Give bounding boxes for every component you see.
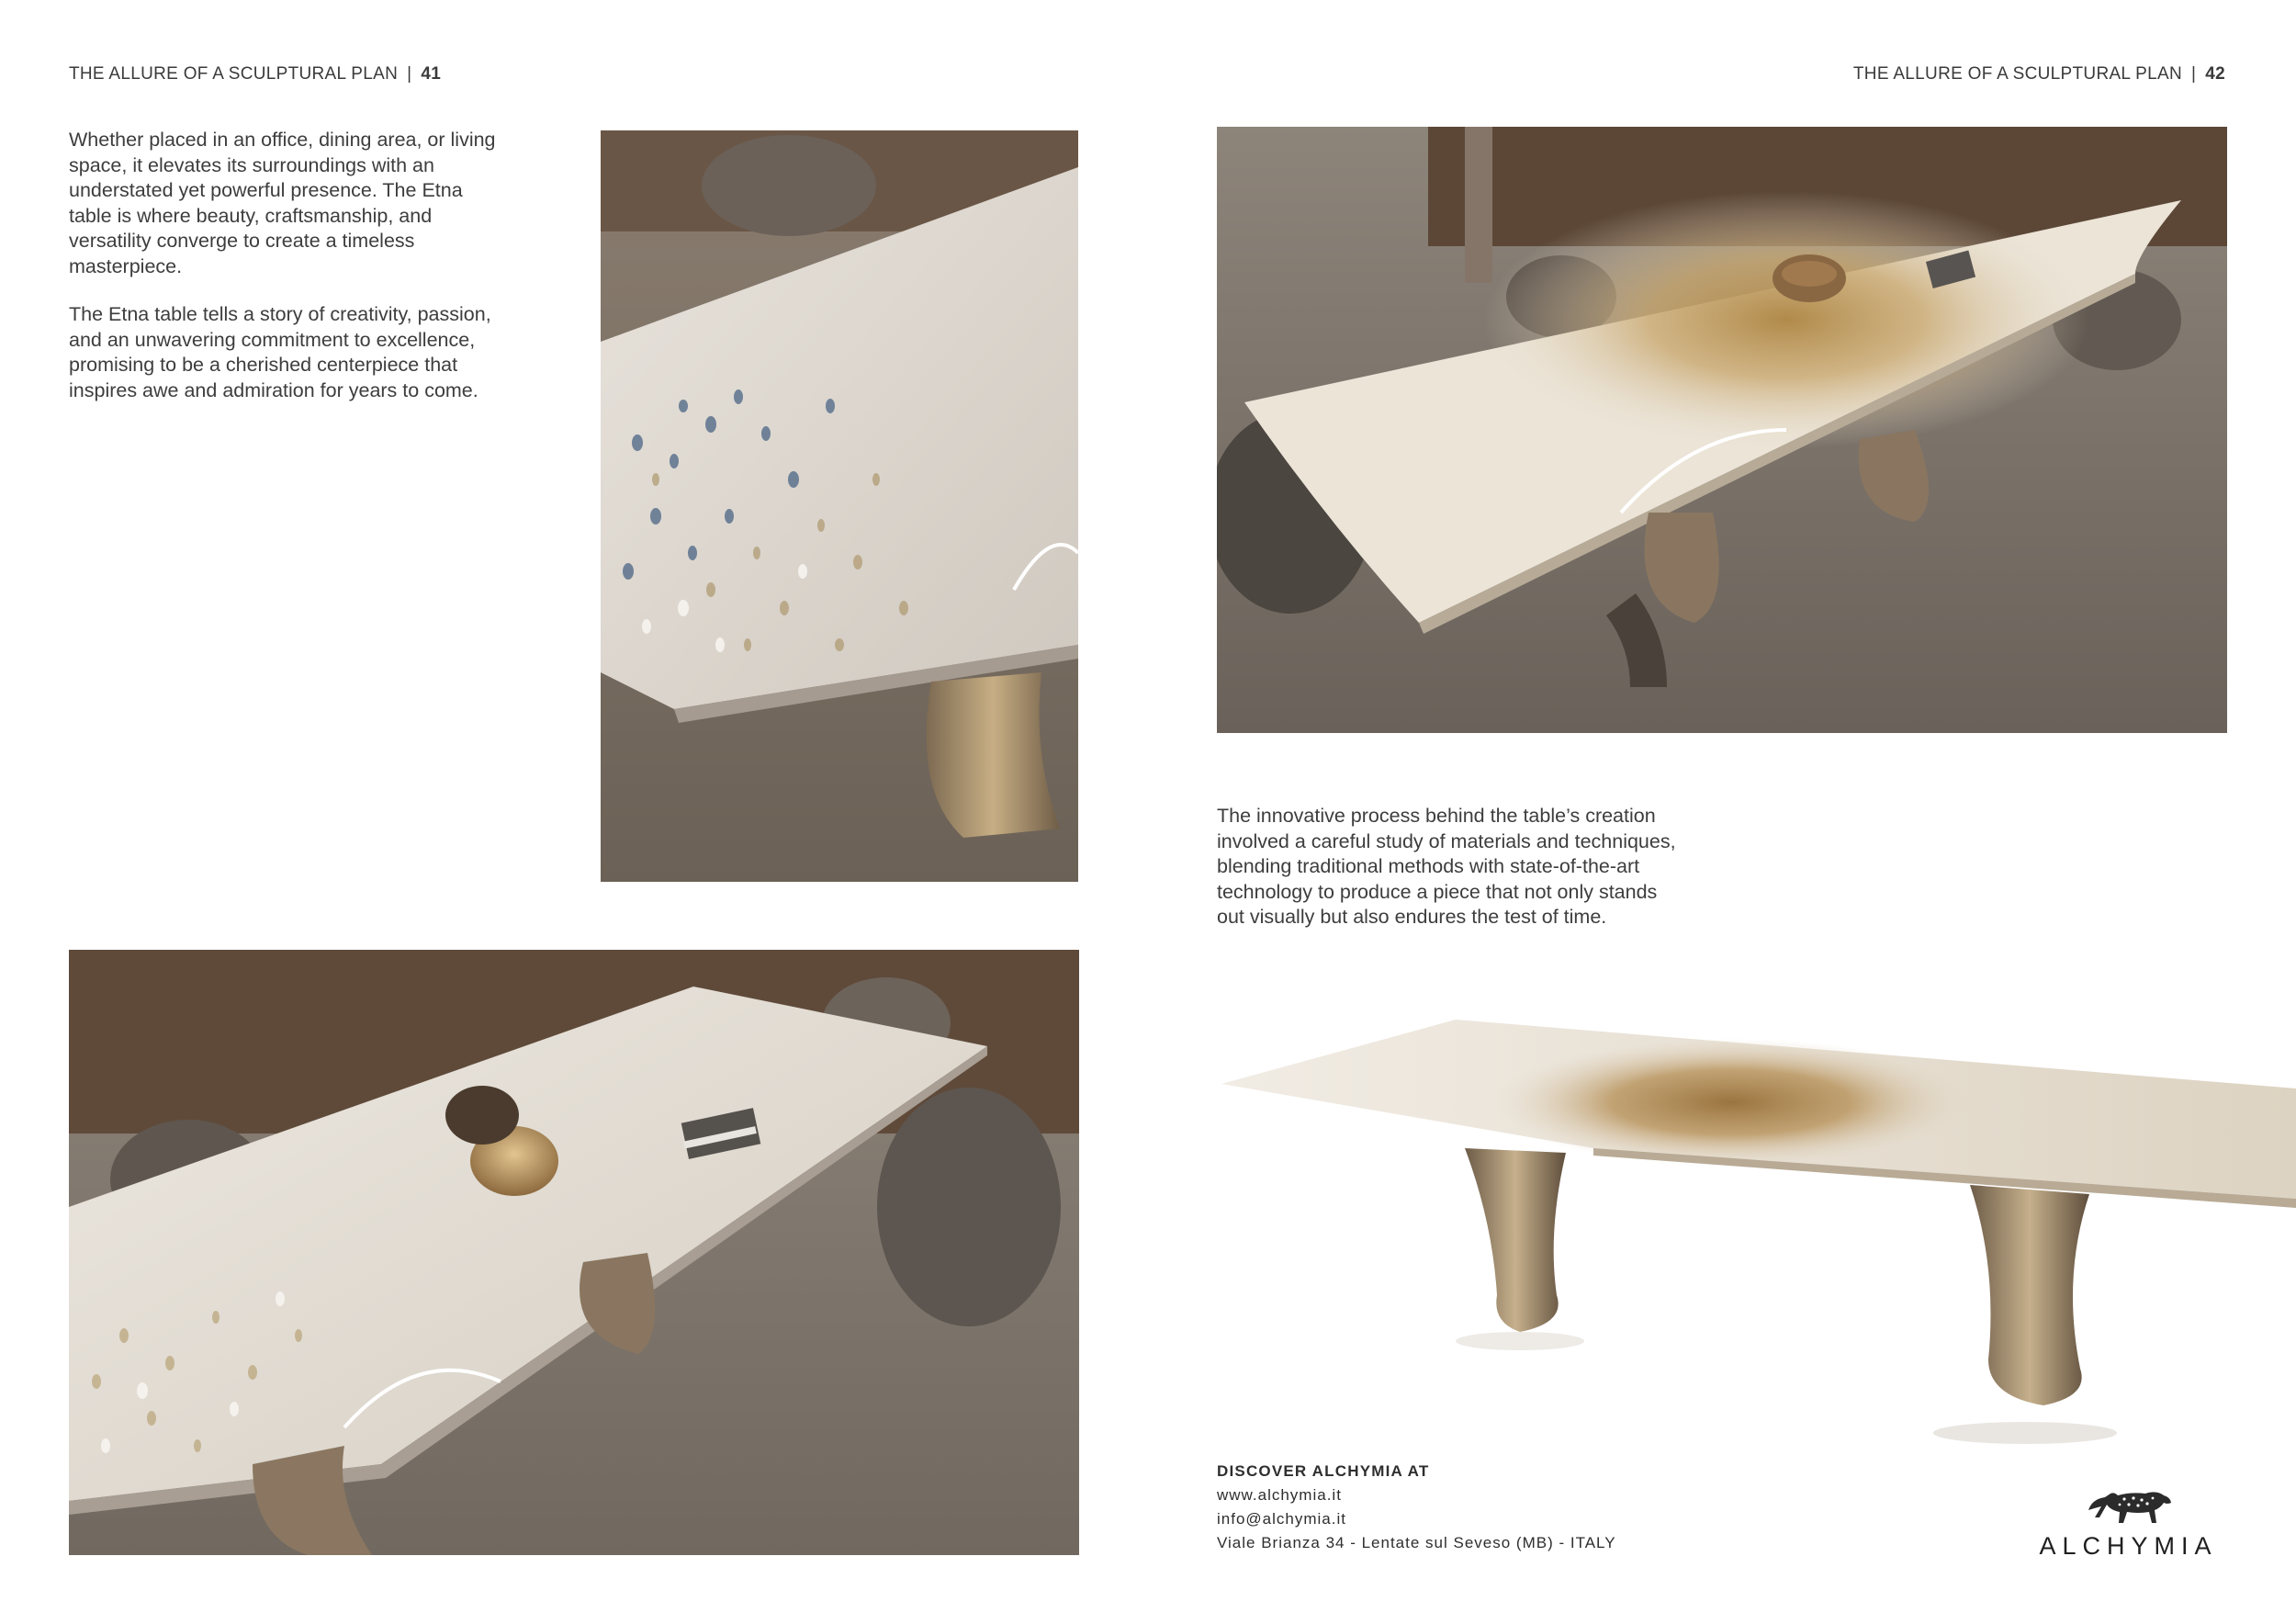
table-closeup-photo bbox=[601, 130, 1078, 882]
table-overhead-photo bbox=[1217, 127, 2227, 733]
table-product-photo bbox=[1217, 1001, 2296, 1456]
header-title: THE ALLURE OF A SCULPTURAL PLAN bbox=[69, 64, 399, 84]
contact-title: DISCOVER ALCHYMIA AT bbox=[1217, 1462, 1430, 1480]
intro-paragraph: Whether placed in an office, dining area, or living space, it elevates its surroundings with an understated yet powerful presence. The Etna table is where beauty, craftsmanship, and versatility converge to create a timeless masterpiece. bbox=[69, 129, 496, 277]
email-link[interactable]: info@alchymia.it bbox=[1217, 1510, 1346, 1528]
page-number: 42 bbox=[2205, 64, 2225, 84]
leopard-icon bbox=[2083, 1486, 2175, 1527]
header-separator: | bbox=[2191, 64, 2197, 84]
process-paragraph: The innovative process behind the table’s creation involved a careful study of materials and techniques, blending traditional methods with state-of-the-art technology to produce a piece that not only stands out visually but also endures the test of time. bbox=[1217, 805, 1676, 928]
website-link[interactable]: www.alchymia.it bbox=[1217, 1486, 1342, 1504]
table-wide-photo bbox=[69, 950, 1079, 1555]
page-number: 41 bbox=[421, 64, 442, 84]
contact-block bbox=[1217, 1460, 1616, 1555]
brand-wordmark: ALCHYMIA bbox=[2039, 1532, 2218, 1560]
address-text: Viale Brianza 34 - Lentate sul Seveso (MB) - ITALY bbox=[1217, 1534, 1616, 1551]
story-paragraph: The Etna table tells a story of creativity, passion, and an unwavering commitment to excellence, promising to be a cherished centerpiece that inspires awe and admiration for years to come. bbox=[69, 303, 491, 401]
page-header-left bbox=[69, 64, 441, 85]
header-title: THE ALLURE OF A SCULPTURAL PLAN bbox=[1852, 64, 2183, 84]
brand-logo bbox=[2030, 1486, 2227, 1561]
header-separator: | bbox=[407, 64, 412, 84]
page-header-right bbox=[1853, 64, 2225, 85]
